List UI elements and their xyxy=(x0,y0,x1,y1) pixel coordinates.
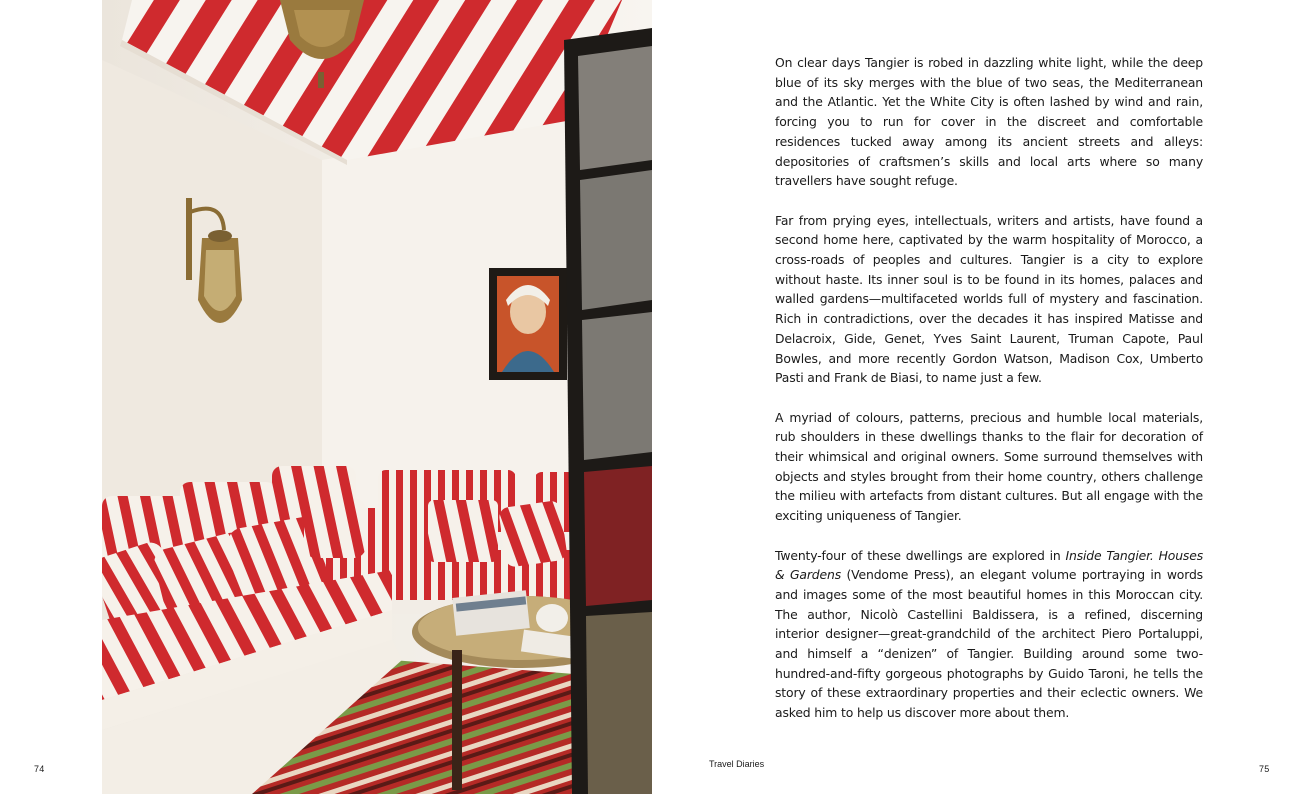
article-paragraph-3: A myriad of colours, patterns, precious and humble local materials, rub shoulders in these dwellings thanks to the flair for decoration of their whimsical and original owners. Some surround themselves with objects and styles brought from their home country, others challenge the milieu with artefacts from distant cultures. But all engage with the exciting uniqueness of Tangier. xyxy=(775,409,1203,524)
page-number-right: 75 xyxy=(1259,764,1270,774)
book-title: Inside Tangier. Houses & Gardens xyxy=(775,547,1203,583)
black-door xyxy=(564,28,652,794)
running-title: Travel Diaries xyxy=(709,759,765,769)
paragraph-4-intro: Twenty-four of these dwellings are explored in xyxy=(775,547,1066,563)
article-paragraph-2: Far from prying eyes, intellectuals, writers and artists, have found a second home here, captivated by the warm hospitality of Morocco, a cross-roads of peoples and cultures. Tangier is a city to explore without haste. Its inner soul is to be found in its homes, palaces and walled gardens—multifaceted worlds full of mystery and fascination. Rich in contradictions, over the decades it has inspired Matisse and Delacroix, Gide, Genet, Yves Saint Laurent, Truman Capote, Paul Bowles, and more recently Gordon Watson, Madison Cox, Umberto Pasti and Frank de Biasi, to name just a few. xyxy=(775,212,1203,386)
article-body xyxy=(775,53,1203,743)
interior-photo xyxy=(102,0,652,794)
article-paragraph-1: On clear days Tangier is robed in dazzling white light, while the deep blue of its sky merges with the blue of two seas, the Mediterranean and the Atlantic. Yet the White City is often lashed by wind and rain, forcing you to run for cover in the discreet and comfortable residences tucked away among its ancient streets and alleys: depositories of craftsmen’s skills and local arts where so many travellers have sought refuge. xyxy=(775,55,1203,189)
article-paragraph-4 xyxy=(775,546,1203,723)
paragraph-4-body: (Vendome Press), an elegant volume portraying in words and images some of the most beautiful homes in this Moroccan city. The author, Nicolò Castellini Baldissera, is a refined, discerning interior designer—great-grandchild of the architect Piero Portaluppi, and himself a “denizen” of Tangier. Building around some two-hundred-and-fifty gorgeous photographs by Guido Taroni, he tells the story of these extraordinary properties and their eclectic owners. We asked him to help us discover more about them. xyxy=(775,567,1203,721)
page-number-left: 74 xyxy=(34,764,45,774)
